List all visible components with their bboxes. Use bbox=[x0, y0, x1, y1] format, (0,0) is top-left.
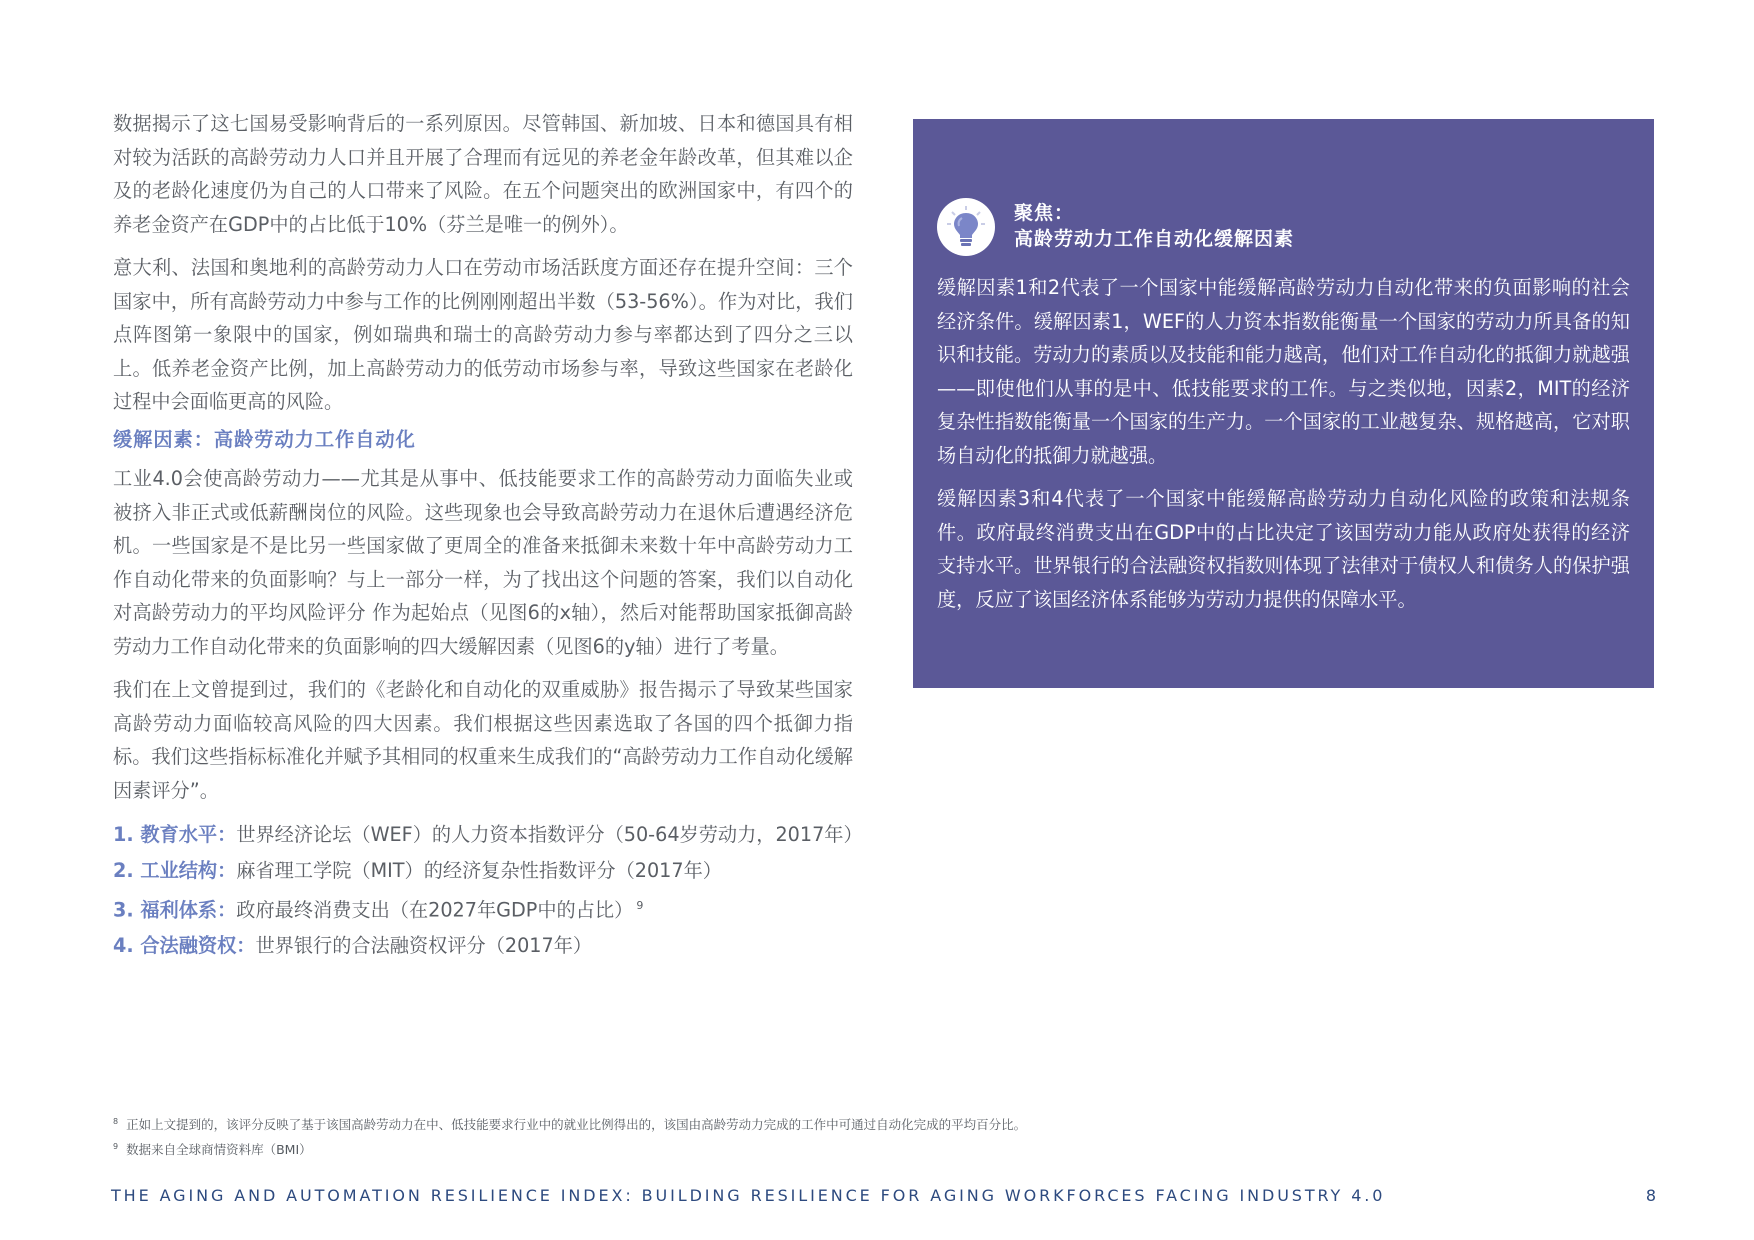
list-item bbox=[113, 888, 853, 928]
focus-paragraph: 缓解因素1和2代表了一个国家中能缓解高龄劳动力自动化带来的负面影响的社会经济条件。缓解因素1，WEF的人力资本指数能衡量一个国家的劳动力所具备的知识和技能。劳动力的素质以及技能和能力越高，他们对工作自动化的抵御力就越强——即使他们从事的是中、低技能要求的工作。与之类似地，因素2，MIT的经济复杂性指数能衡量一个国家的生产力。一个国家的工业越复杂、规格越高，它对职场自动化的抵御力就越强。 bbox=[937, 276, 1630, 467]
list-item-text: 政府最终消费支出（在2027年GDP中的占比） bbox=[236, 898, 634, 922]
lightbulb-icon-graphic bbox=[946, 205, 986, 249]
focus-paragraph: 缓解因素3和4代表了一个国家中能缓解高龄劳动力自动化风险的政策和法规条件。政府最终消费支出在GDP中的占比决定了该国劳动力能从政府处获得的经济支持水平。世界银行的合法融资权指数则体现了法律对于债权人和债务人的保护强度，反应了该国经济体系能够为劳动力提供的保障水平。 bbox=[937, 487, 1630, 611]
list-item-key: 3. 福利体系： bbox=[113, 898, 237, 922]
list-item-key: 2. 工业结构： bbox=[113, 858, 237, 882]
footnote-text: 数据来自全球商情资料库（BMI） bbox=[126, 1142, 312, 1158]
footnotes bbox=[113, 1111, 1613, 1161]
page-number: 8 bbox=[1645, 1186, 1656, 1205]
list-item bbox=[113, 928, 853, 964]
focus-label: 聚焦： bbox=[1014, 202, 1075, 224]
list-item-text: 麻省理工学院（MIT）的经济复杂性指数评分（2017年） bbox=[236, 858, 722, 882]
list-item-key: 1. 教育水平： bbox=[113, 823, 237, 846]
footnote-mark: 9 bbox=[113, 1142, 119, 1152]
footnote bbox=[113, 1136, 1613, 1161]
list-item-text: 世界银行的合法融资权评分（2017年） bbox=[255, 933, 593, 957]
body-paragraph: 我们在上文曾提到过，我们的《老龄化和自动化的双重威胁》报告揭示了导致某些国家高龄劳动力面临较高风险的四大因素。我们根据这些因素选取了各国的四个抵御力指标。我们这些指标标准化并赋予其相同的权重来生成我们的“高龄劳动力工作自动化缓解因素评分”。 bbox=[113, 678, 853, 802]
focus-body bbox=[937, 271, 1630, 626]
running-footer-title: THE AGING AND AUTOMATION RESILIENCE INDEX: BUILDING RESILIENCE FOR AGING WORKFORCES FACING INDUSTRY 4.0 bbox=[111, 1186, 1386, 1205]
footnote-text: 正如上文提到的，该评分反映了基于该国高龄劳动力在中、低技能要求行业中的就业比例得出的，该国由高龄劳动力完成的工作中可通过自动化完成的平均百分比。 bbox=[126, 1117, 1027, 1133]
list-item bbox=[113, 853, 853, 889]
section-heading: 缓解因素：高龄劳动力工作自动化 bbox=[113, 427, 416, 451]
mitigation-factor-list bbox=[113, 817, 863, 963]
focus-heading bbox=[1014, 200, 1294, 252]
list-item bbox=[113, 817, 863, 853]
body-paragraph: 数据揭示了这七国易受影响背后的一系列原因。尽管韩国、新加坡、日本和德国具有相对较为活跃的高龄劳动力人口并且开展了合理而有远见的养老金年龄改革，但其难以企及的老龄化速度仍为自己的人口带来了风险。在五个问题突出的欧洲国家中，有四个的养老金资产在GDP中的占比低于10%（芬兰是唯一的例外）。 bbox=[113, 112, 853, 236]
footnote-mark: 8 bbox=[113, 1117, 119, 1126]
body-paragraph: 意大利、法国和奥地利的高龄劳动力人口在劳动市场活跃度方面还存在提升空间：三个国家中，所有高龄劳动力中参与工作的比例刚刚超出半数（53-56%）。作为对比，我们点阵图第一象限中的国家，例如瑞典和瑞士的高龄劳动力参与率都达到了四分之三以上。低养老金资产比例，加上高龄劳动力的低劳动市场参与率，导致这些国家在老龄化过程中会面临更高的风险。 bbox=[113, 256, 853, 413]
footnote bbox=[113, 1111, 1613, 1136]
footnote-reference[interactable]: 9 bbox=[636, 899, 644, 912]
list-item-text: 世界经济论坛（WEF）的人力资本指数评分（50-64岁劳动力，2017年） bbox=[236, 823, 863, 846]
lightbulb-icon bbox=[937, 198, 995, 256]
main-text-column bbox=[113, 107, 863, 963]
list-item-key: 4. 合法融资权： bbox=[113, 933, 256, 957]
focus-sidebar-box bbox=[913, 119, 1654, 688]
focus-title: 高龄劳动力工作自动化缓解因素 bbox=[1014, 228, 1295, 250]
body-paragraph: 工业4.0会使高龄劳动力——尤其是从事中、低技能要求工作的高龄劳动力面临失业或被挤入非正式或低薪酬岗位的风险。这些现象也会导致高龄劳动力在退休后遭遇经济危机。一些国家是不是比另一些国家做了更周全的准备来抵御未来数十年中高龄劳动力工作自动化带来的负面影响？与上一部分一样，为了找出这个问题的答案，我们以自动化对高龄劳动力的平均风险评分 作为起始点（见图6的x轴），然后对能帮助国家抵御高龄劳动力工作自动化带来的负面影响的四大缓解因素（见图6的y轴）进行了考量。 bbox=[113, 467, 853, 658]
